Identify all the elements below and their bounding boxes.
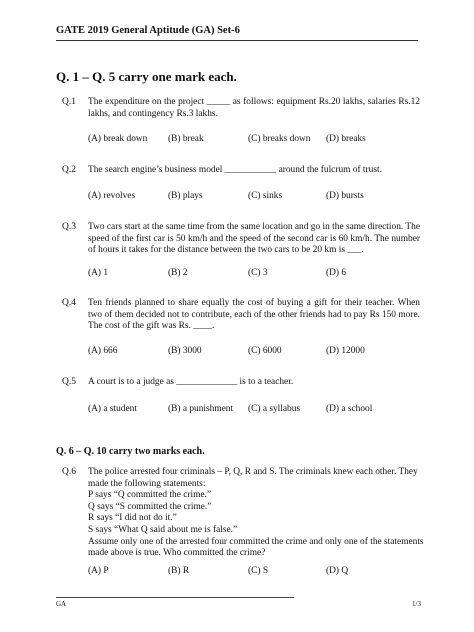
option-c: (C) breaks down bbox=[248, 134, 311, 144]
question-number: Q.2 bbox=[62, 165, 76, 175]
option-a: (A) P bbox=[88, 566, 109, 576]
question-text: A court is to a judge as _____________ is to a teacher. bbox=[88, 377, 294, 387]
footer-rule bbox=[56, 597, 294, 598]
option-a: (A) revolves bbox=[88, 191, 136, 201]
question-text bbox=[88, 467, 424, 560]
page-header-title: GATE 2019 General Aptitude (GA) Set-6 bbox=[56, 25, 240, 36]
question-text-line: made above is true. Who committed the crime? bbox=[88, 548, 266, 559]
question-number: Q.4 bbox=[62, 298, 76, 308]
section-heading-one-mark: Q. 1 – Q. 5 carry one mark each. bbox=[56, 69, 237, 84]
option-c: (C) 3 bbox=[248, 268, 268, 278]
section-heading-two-mark: Q. 6 – Q. 10 carry two marks each. bbox=[56, 446, 205, 457]
question-number: Q.6 bbox=[62, 467, 76, 477]
question-text-line: The police arrested four criminals – P, Q, R and S. The criminals knew each other. They bbox=[88, 467, 418, 477]
option-d: (D) bursts bbox=[326, 191, 364, 201]
header-rule bbox=[56, 40, 418, 41]
option-a: (A) a student bbox=[88, 404, 137, 414]
page-number: 1/3 bbox=[412, 600, 421, 608]
option-b: (B) 3000 bbox=[168, 346, 202, 356]
option-d: (D) breaks bbox=[326, 134, 366, 144]
question-text-line: Assume only one of the arrested four committed the crime and only one of the statements bbox=[88, 536, 424, 547]
option-d: (D) Q bbox=[326, 566, 349, 576]
option-c: (C) sinks bbox=[248, 191, 283, 201]
option-b: (B) R bbox=[168, 566, 190, 576]
question-text: The search engine’s business model ___________ around the fulcrum of trust. bbox=[88, 165, 382, 175]
question-text: Two cars start at the same time from the same location and go in the same direction. The speed of the first car is 50 km/h and the speed of the second car is 60 km/h. The number of hours it takes for the distance between the two cars to be 20 km is ___. bbox=[88, 222, 420, 256]
option-d: (D) 12000 bbox=[326, 346, 365, 356]
question-text-line: P says “Q committed the crime.” bbox=[88, 490, 212, 501]
option-d: (D) a school bbox=[326, 404, 373, 414]
question-number: Q.3 bbox=[62, 222, 76, 232]
question-text-line: Q says “S committed the crime.” bbox=[88, 501, 212, 512]
question-text-line: S says “What Q said about me is false.” bbox=[88, 524, 238, 535]
option-a: (A) 666 bbox=[88, 346, 118, 356]
question-number: Q.5 bbox=[62, 377, 76, 387]
option-b: (B) a punishment bbox=[168, 404, 234, 414]
question-text: The expenditure on the project _____ as follows: equipment Rs.20 lakhs, salaries Rs.12 lakhs, and contingency Rs.3 lakhs. bbox=[88, 97, 420, 119]
question-text: Ten friends planned to share equally the cost of buying a gift for their teacher. When two of them decided not to contribute, each of the other friends had to pay Rs 150 more. The cost of the gift was Rs. ____. bbox=[88, 298, 420, 332]
option-c: (C) 6000 bbox=[248, 346, 282, 356]
question-text-line: made the following statements: bbox=[88, 478, 206, 489]
option-b: (B) break bbox=[168, 134, 204, 144]
option-a: (A) 1 bbox=[88, 268, 109, 278]
option-c: (C) a syllabus bbox=[248, 404, 301, 414]
option-c: (C) S bbox=[248, 566, 269, 576]
footer-label: GA bbox=[56, 600, 67, 608]
question-text-line: R says “I did not do it.” bbox=[88, 513, 177, 524]
option-a: (A) break down bbox=[88, 134, 148, 144]
option-d: (D) 6 bbox=[326, 268, 347, 278]
option-b: (B) 2 bbox=[168, 268, 188, 278]
option-b: (B) plays bbox=[168, 191, 203, 201]
question-number: Q.1 bbox=[62, 97, 76, 107]
